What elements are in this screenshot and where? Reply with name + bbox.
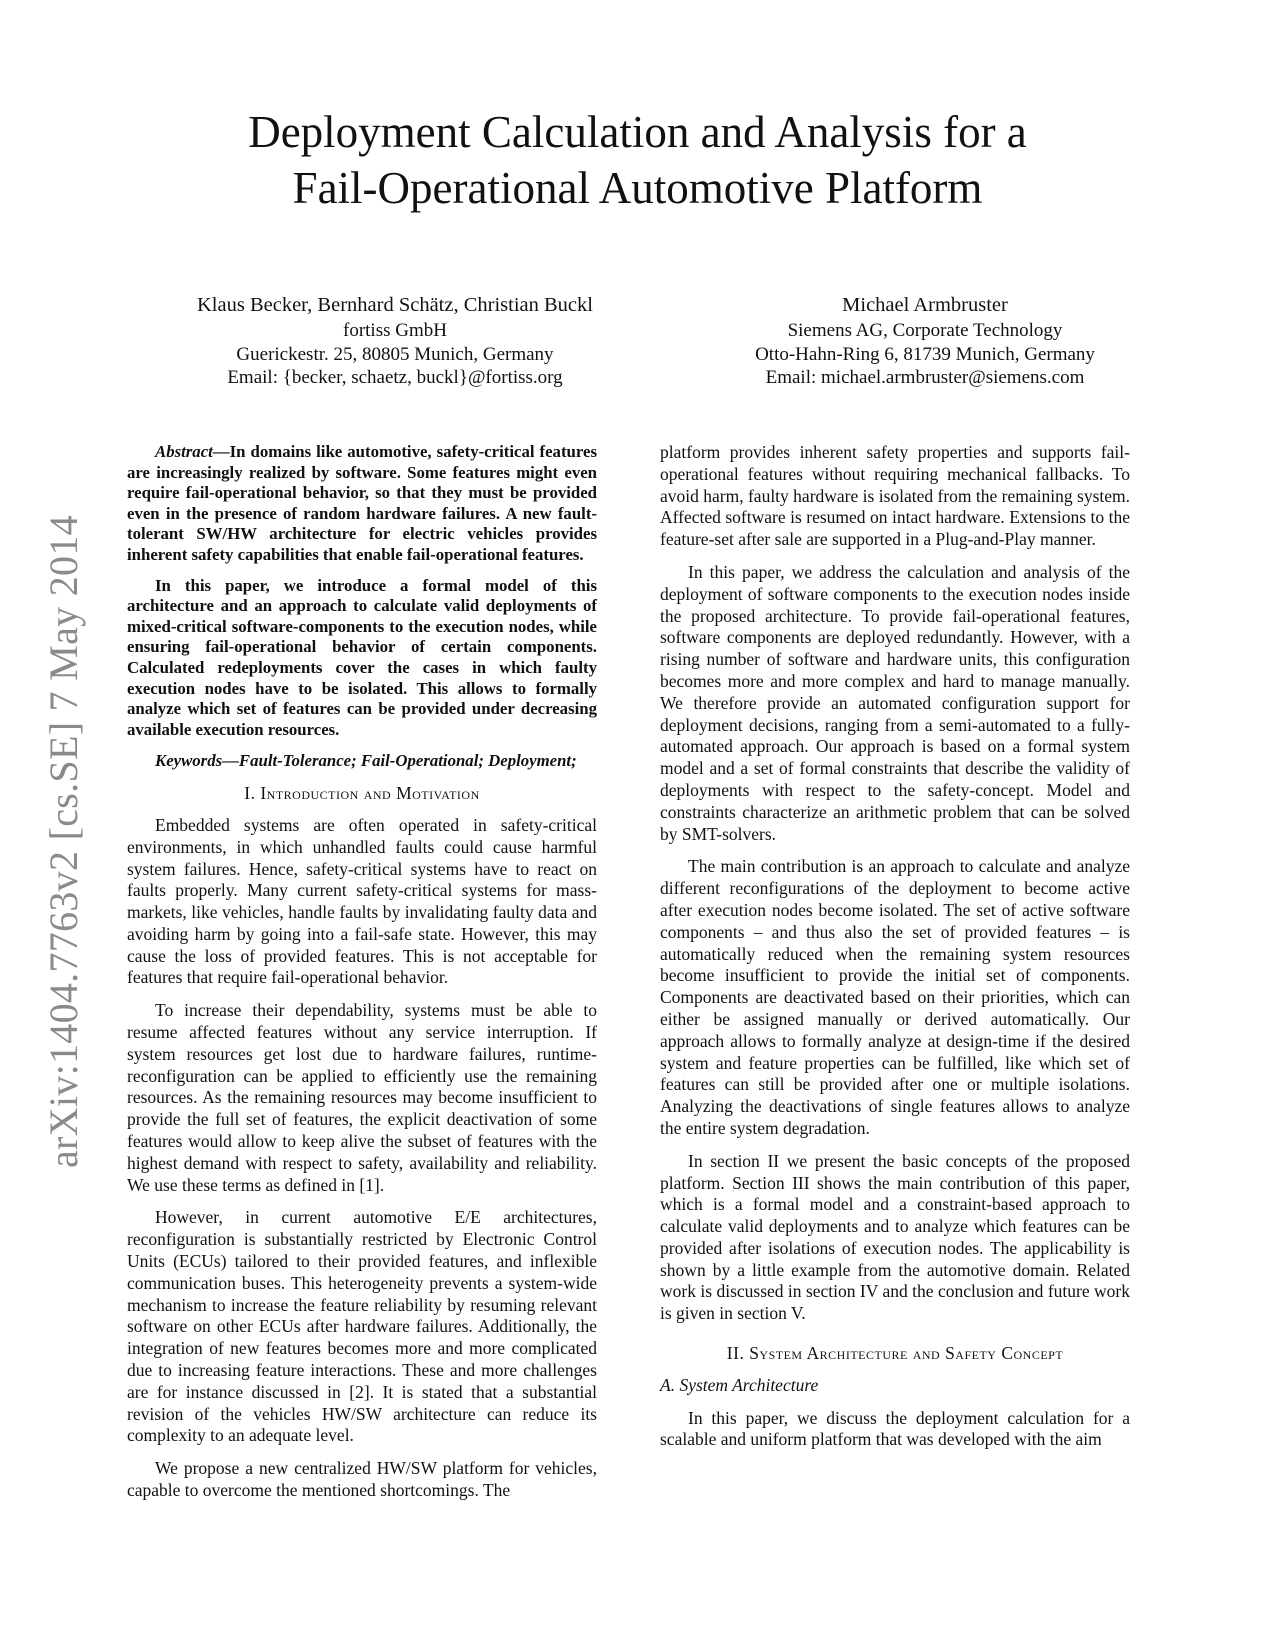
author-block-siemens	[675, 292, 1175, 390]
keywords: Keywords—Fault-Tolerance; Fail-Operational; Deployment;	[155, 751, 577, 771]
section-heading-architecture: II. System Architecture and Safety Concept	[726, 1343, 1064, 1364]
author-email: Email: {becker, schaetz, buckl}@fortiss.org	[227, 367, 563, 388]
left-column	[127, 442, 597, 1513]
abstract-paragraph-1: —In domains like automotive, safety-critical features are increasingly realized by software. Some features might even require fail-operational behavior, so that they must be provided even in the presence of random hardware failures. A new fault-tolerant SW/HW architecture for electric vehicles provides inherent safety capabilities that enable fail-operational features.	[127, 442, 597, 564]
body-paragraph: However, in current automotive E/E architectures, reconfiguration is substantially restricted by Electronic Control Units (ECUs) tailored to their provided features, and inflexible communication buses. This heterogeneity prevents a system-wide mechanism to increase the feature reliability by resuming relevant software on other ECUs after hardware failures. Additionally, the integration of new features becomes more and more complicated due to increasing feature interactions. These and more challenges are for instance discussed in [2]. It is stated that a substantial revision of the vehicles HW/SW architecture can reduce its complexity to an adequate level.	[127, 1207, 597, 1446]
body-paragraph: The main contribution is an approach to calculate and analyze different reconfigurations of the deployment to become active after execution nodes become isolated. The set of active software components – and thus also the set of provided features – is automatically reduced when the remaining system resources become insufficient to provide the initial set of components. Components are deactivated based on their priorities, which can either be assigned manually or derived automatically. Our approach allows to formally analyze at design-time if the desired system and feature properties can be fulfilled, like which set of features can still be provided after one or multiple isolations. Analyzing the deactivations of single features allows to analyze the entire system degradation.	[660, 856, 1130, 1138]
author-address: Otto-Hahn-Ring 6, 81739 Munich, Germany	[755, 343, 1095, 365]
subsection-heading-system-architecture: A. System Architecture	[660, 1374, 819, 1395]
author-affiliation: fortiss GmbH	[343, 320, 447, 341]
body-paragraph-continuation: platform provides inherent safety properties and supports fail-operational features without requiring mechanical fallbacks. To avoid harm, faulty hardware is isolated from the remaining system. Affected software is resumed on intact hardware. Extensions to the feature-set after sale are supported in a Plug-and-Play manner.	[660, 442, 1130, 550]
paper-title	[100, 104, 1175, 216]
abstract-label: Abstract	[155, 442, 213, 461]
author-affiliation: Siemens AG, Corporate Technology	[787, 320, 1063, 341]
title-line-1: Deployment Calculation and Analysis for a	[248, 107, 1027, 157]
body-paragraph: In this paper, we discuss the deployment calculation for a scalable and uniform platform that was developed with the aim	[660, 1407, 1130, 1450]
author-email: Email: michael.armbruster@siemens.com	[765, 367, 1085, 388]
abstract	[127, 442, 597, 740]
section-heading-introduction: I. Introduction and Motivation	[244, 783, 480, 804]
author-names: Michael Armbruster	[842, 294, 1008, 316]
title-line-2: Fail-Operational Automotive Platform	[292, 163, 983, 213]
body-paragraph: Embedded systems are often operated in safety-critical environments, in which unhandled faults could cause harmful system failures. Hence, safety-critical systems have to react on faults properly. Many current safety-critical systems for mass-markets, like vehicles, handle faults by invalidating faulty data and avoiding harm by going into a fail-safe state. However, this may cause the loss of provided features. This is not acceptable for features that require fail-operational behavior.	[127, 814, 597, 988]
author-address: Guerickestr. 25, 80805 Munich, Germany	[236, 343, 554, 365]
body-paragraph: In this paper, we address the calculation and analysis of the deployment of software components to the execution nodes inside the proposed architecture. To provide fail-operational features, software components are deployed redundantly. However, with a rising number of software and hardware units, this configuration becomes more and more complex and hard to manage manually. We therefore provide an automated configuration support for deployment decisions, ranging from a semi-automated to a fully-automated approach. Our approach is based on a formal system model and a set of formal constraints that describe the validity of deployments with respect to the safety-concept. Model and constraints characterize an arithmetic problem that can be solved by SMT-solvers.	[660, 561, 1130, 844]
body-paragraph: We propose a new centralized HW/SW platform for vehicles, capable to overcome the mentioned shortcomings. The	[127, 1458, 597, 1501]
abstract-paragraph-2: In this paper, we introduce a formal model of this architecture and an approach to calculate valid deployments of mixed-critical software-components to the execution nodes, while ensuring fail-operational behavior of certain components. Calculated redeployments cover the cases in which faulty execution nodes have to be isolated. This allows to formally analyze which set of features can be provided under decreasing available execution resources.	[127, 575, 597, 739]
body-paragraph: In section II we present the basic concepts of the proposed platform. Section III shows the main contribution of this paper, which is a formal model and a constraint-based approach to calculate valid deployments and to analyze which features can be provided after isolations of execution nodes. The applicability is shown by a little example from the automotive domain. Related work is discussed in section IV and the conclusion and future work is given in section V.	[660, 1150, 1130, 1324]
author-names: Klaus Becker, Bernhard Schätz, Christian Buckl	[197, 294, 593, 316]
right-column	[660, 442, 1130, 1462]
arxiv-identifier: arXiv:1404.7763v2 [cs.SE] 7 May 2014	[41, 515, 86, 1168]
body-paragraph: To increase their dependability, systems must be able to resume affected features without any service interruption. If system resources get lost due to hardware failures, runtime-reconfiguration can be applied to efficiently use the remaining resources. As the remaining resources may become insufficient to provide the full set of features, the explicit deactivation of some features would allow to keep alive the subset of features with the highest demand with respect to safety, availability and reliability. We use these terms as defined in [1].	[127, 1000, 597, 1195]
author-block-fortiss	[150, 292, 640, 390]
